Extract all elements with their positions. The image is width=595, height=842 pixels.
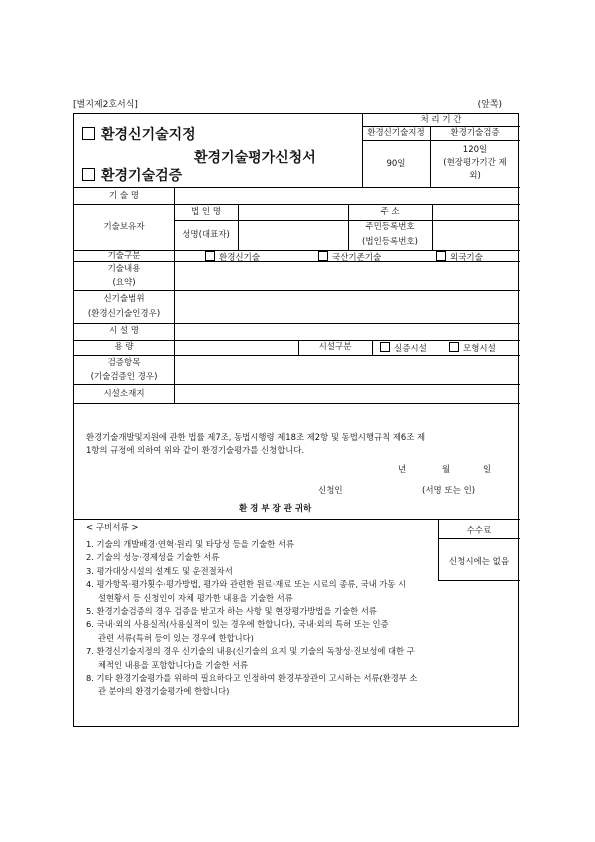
application-statement: 환경기술개발및지원에 관한 법률 제7조, 동법시행령 제18조 제2항 및 동법시행규칙 제6조 제 [86,432,426,442]
list-item: 4. 평가항목·평가횟수·평가방법, 평가와 관련한 원료·재료 또는 시료의 종류, 국내 가동 시 [86,579,406,590]
fee-value: 신청시에는 없음 [448,557,510,567]
new-tech-checkbox[interactable] [205,251,215,261]
option-real-facility: 실증시설 [380,342,427,354]
option-new-tech: 환경신기술 [205,251,260,263]
documents-list [86,538,511,699]
processing-col2-value: 120일 [462,145,488,155]
facility-location-label: 시설소재지 [103,389,145,399]
processing-col2-head: 환경기술검증 [450,128,500,138]
list-item: 1. 기술의 개발배경·연혁·원리 및 타당성 등을 기술한 서류 [86,539,294,549]
page-side: (앞쪽) [477,100,502,110]
corp-name-label: 법 인 명 [190,207,222,217]
application-statement-2: 1항의 규정에 의하여 위와 같이 환경기술평가를 신청합니다. [86,445,305,455]
fee-label: 수수료 [466,526,492,536]
list-item: 관련 서류(특허 등이 있는 경우에 한합니다) [98,632,254,643]
date-year: 년 [398,465,407,475]
list-item: 2. 기술의 성능·경제성을 기술한 서류 [86,552,220,563]
option-foreign-tech: 외국기술 [436,251,483,263]
corp-reg-label: (법인등록번호) [362,237,418,247]
form-number: [별지제2호서식] [73,100,138,110]
processing-period-label: 처 리 기 간 [420,115,462,125]
tech-owner-label: 기술보유자 [103,222,145,232]
addressee: 환 경 부 장 관 귀하 [239,504,312,514]
facility-name-label: 시 설 명 [108,326,140,336]
list-item: 7. 환경신기술지정의 경우 신기술의 내용(신기술의 요지 및 기술의 독창성·진보성에 대한 구 [86,646,415,657]
form-title: 환경기술평가신청서 [194,150,316,166]
option-domestic-tech: 국산기존기술 [318,251,381,263]
new-tech-title-checkbox[interactable] [82,127,95,140]
verification-title-checkbox[interactable] [82,168,95,181]
date-month: 월 [442,465,451,475]
application-form [73,113,519,727]
applicant-label: 신청인 [318,486,343,496]
list-item: 6. 국내·외의 사용실적(사용실적이 있는 경우에 한합니다), 국내·외의 특허 또는 인증 [86,619,389,630]
tech-scope-label: 신기술범위 [103,294,145,304]
real-facility-checkbox[interactable] [380,342,390,352]
foreign-tech-checkbox[interactable] [436,251,446,261]
list-item: 8. 기타 환경기술평가를 위하여 필요하다고 인정하여 환경부장관이 고시하는 서류(환경부 소 [86,673,418,684]
address-label: 주 소 [380,207,400,217]
tech-content-sub: (요약) [112,278,136,288]
date-day: 일 [483,465,492,475]
facility-type-label: 시설구분 [318,342,352,352]
resident-reg-label: 주민등록번호 [365,222,415,232]
representative-label: 성명(대표자) [182,230,230,240]
tech-content-label: 기술내용 [107,264,141,274]
title-new-tech: 환경신기술지정 [82,124,196,144]
verify-items-label: 검증항목 [107,358,141,368]
processing-col1-head: 환경신기술지정 [367,128,425,138]
list-item: 체적인 내용을 포함합니다)을 기술한 서류 [98,659,249,670]
domestic-tech-checkbox[interactable] [318,251,328,261]
processing-col2-note: (현장평가기간 제 [443,158,507,168]
list-item: 설현황서 등 신청인이 자체 평가한 내용을 기술한 서류 [98,592,293,603]
verify-items-sub: (기술검증인 경우) [90,372,158,382]
capacity-label: 용 량 [114,342,134,352]
model-facility-checkbox[interactable] [449,342,459,352]
processing-col2-note2: 외) [469,171,481,181]
tech-scope-sub: (환경신기술인경우) [87,309,161,319]
title-verification: 환경기술검증 [82,165,182,185]
option-model-facility: 모형시설 [449,342,496,354]
tech-type-label: 기술구분 [107,251,141,261]
signature-label: (서명 또는 인) [422,486,476,496]
list-item: 3. 평가대상시설의 설계도 및 운전절차서 [86,565,233,576]
tech-name-label: 기 술 명 [108,191,140,201]
processing-col1-value: 90일 [386,159,406,169]
documents-header: < 구비서류 > [86,523,139,533]
list-item: 관 분야의 환경기술평가에 한합니다) [98,686,230,697]
list-item: 5. 환경기술검증의 경우 검증을 받고자 하는 사항 및 현장평가방법을 기술한 서류 [86,606,377,617]
